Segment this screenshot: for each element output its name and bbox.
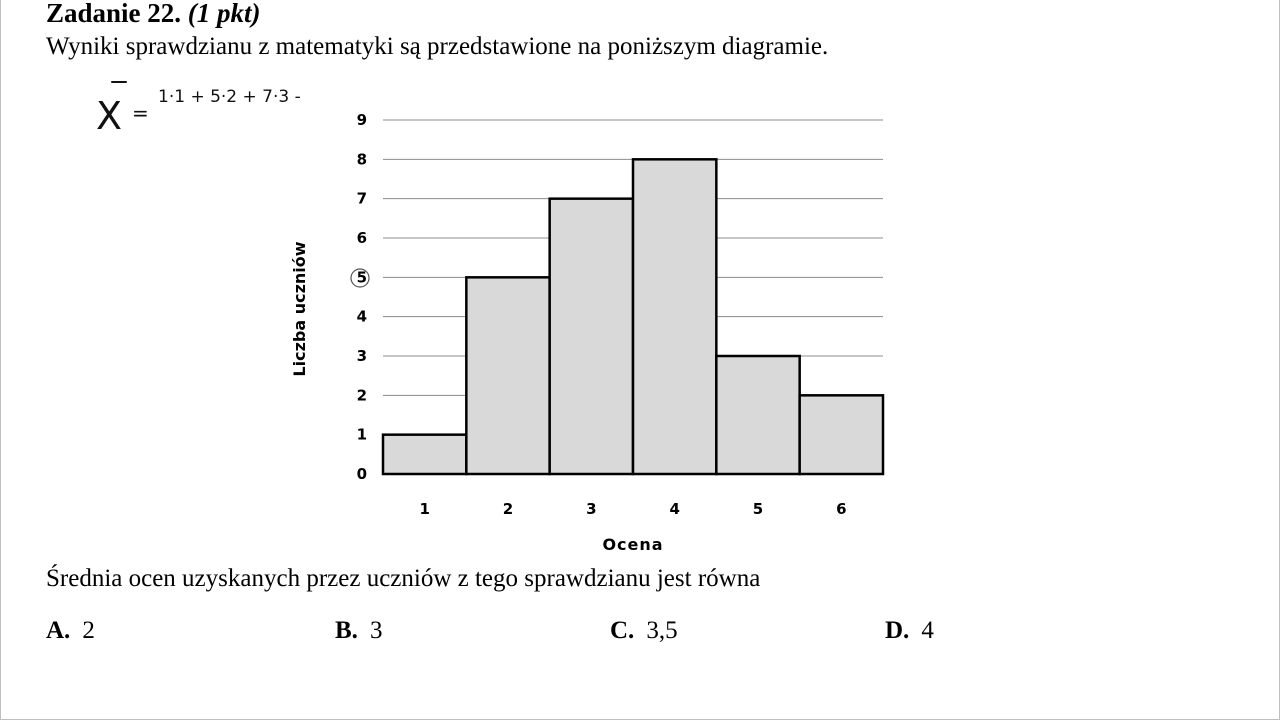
question-text: Średnia ocen uzyskanych przez uczniów z tego sprawdzianu jest równa — [46, 565, 761, 592]
y-tick-1: 1 — [356, 425, 367, 444]
x-tick-5: 5 — [752, 500, 764, 518]
x-tick-6: 6 — [836, 500, 847, 518]
answer-c-letter: C. — [610, 617, 635, 644]
answer-b-letter: B. — [335, 617, 358, 644]
histogram-chart — [280, 105, 900, 560]
x-axis-label: Ocena — [602, 535, 664, 554]
y-axis-label: Liczba uczniów — [290, 241, 309, 377]
answer-b-value: 3 — [369, 617, 383, 644]
y-tick-7: 7 — [356, 189, 367, 208]
x-tick-labels — [419, 500, 846, 518]
handwritten-expression: 1·1 + 5·2 + 7·3 - — [158, 87, 301, 107]
frame-left-border — [0, 0, 1, 720]
bar-3 — [550, 199, 633, 474]
y-tick-2: 2 — [356, 386, 367, 405]
answer-a-value: 2 — [82, 617, 95, 644]
bar-4 — [633, 159, 716, 474]
y-tick-labels — [357, 111, 367, 483]
bar-1 — [383, 435, 466, 474]
task-intro: Wyniki sprawdzianu z matematyki są przedstawione na poniższym diagramie. — [46, 33, 829, 60]
answer-c-value: 3,5 — [646, 617, 678, 644]
y-tick-3: 3 — [356, 347, 367, 365]
answer-c[interactable] — [610, 617, 678, 645]
bar-5 — [716, 356, 799, 474]
answer-d-value: 4 — [921, 617, 934, 644]
answer-a-letter: A. — [46, 617, 71, 644]
y-tick-6: 6 — [356, 229, 367, 247]
x-tick-3: 3 — [586, 500, 597, 518]
y-tick-4: 4 — [356, 307, 367, 326]
task-number: Zadanie 22. — [46, 0, 182, 28]
x-tick-4: 4 — [669, 500, 680, 518]
task-points: (1 pkt) — [187, 0, 261, 28]
y-tick-5: 5 — [356, 268, 367, 287]
task-title — [46, 0, 261, 29]
y-tick-0: 0 — [356, 465, 367, 483]
y-tick-9: 9 — [356, 111, 367, 129]
answer-b[interactable] — [335, 617, 382, 645]
answer-a[interactable] — [46, 617, 95, 645]
handwritten-x: X — [96, 94, 123, 138]
answer-d[interactable] — [885, 617, 934, 645]
x-tick-1: 1 — [419, 500, 430, 518]
y-tick-8: 8 — [356, 150, 367, 169]
bar-2 — [466, 277, 549, 474]
handwritten-equals: = — [132, 101, 149, 125]
answer-d-letter: D. — [885, 617, 910, 644]
x-tick-2: 2 — [502, 500, 514, 518]
bar-6 — [800, 395, 883, 474]
